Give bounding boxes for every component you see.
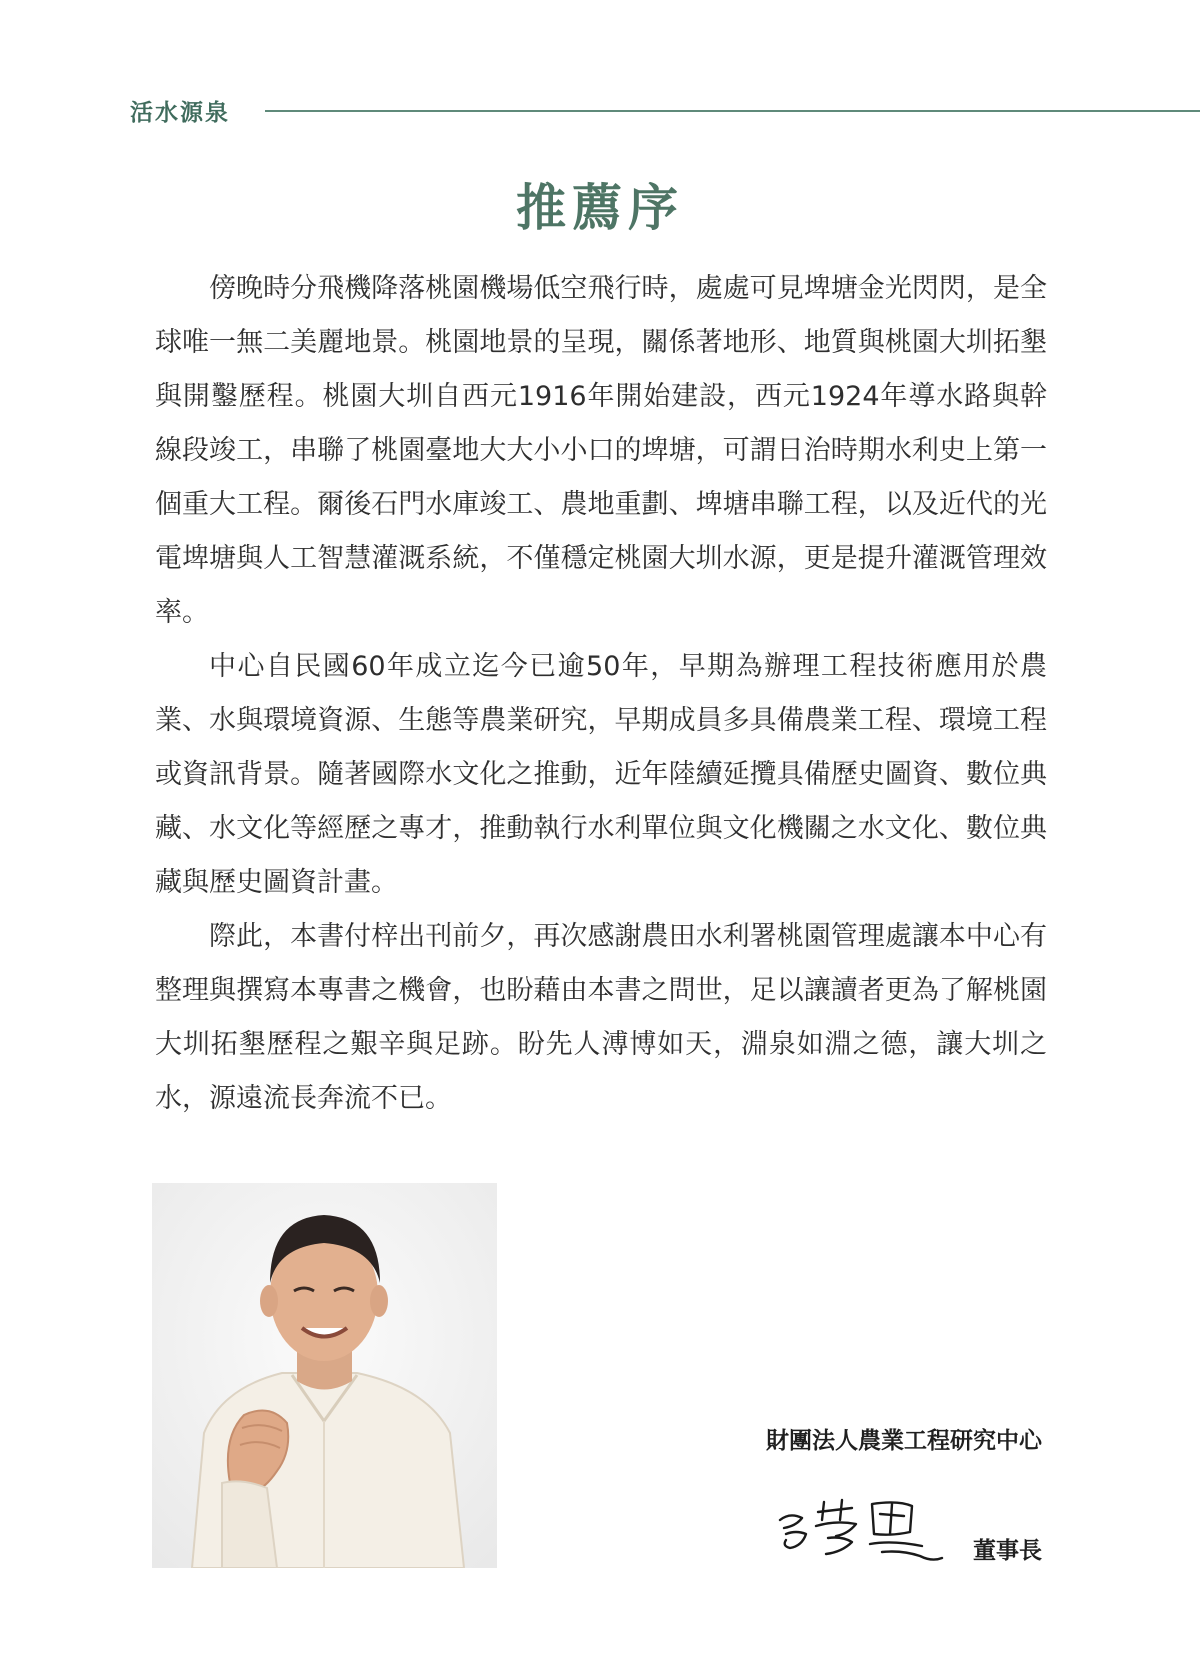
position-title: 董事長 <box>973 1538 1042 1564</box>
foreword-body <box>155 262 1047 1126</box>
header-rule <box>265 110 1200 112</box>
running-header <box>130 88 1200 128</box>
paragraph-2: 中心自民國60年成立迄今已逾50年，早期為辦理工程技術應用於農業、水與環境資源、生態等農業研究，早期成員多具備農業工程、環境工程或資訊背景。隨著國際水文化之推動，近年陸續延攬具備歷史圖資、數位典藏、水文化等經歷之專才，推動執行水利單位與文化機關之水文化、數位典藏與歷史圖資計畫。 <box>155 651 1047 898</box>
handwritten-signature <box>772 1490 950 1570</box>
paragraph-3: 際此，本書付梓出刊前夕，再次感謝農田水利署桃園管理處讓本中心有整理與撰寫本專書之機會，也盼藉由本書之問世，足以讓讀者更為了解桃園大圳拓墾歷程之艱辛與足跡。盼先人溥博如天，淵泉如淵之德，讓大圳之水，源遠流長奔流不已。 <box>155 921 1047 1114</box>
header-title: 活水源泉 <box>130 99 230 126</box>
chairman-portrait <box>152 1183 497 1568</box>
paragraph-1: 傍晚時分飛機降落桃園機場低空飛行時，處處可見埤塘金光閃閃，是全球唯一無二美麗地景。桃園地景的呈現，關係著地形、地質與桃園大圳拓墾與開鑿歷程。桃園大圳自西元1916年開始建設，西元1924年導水路與幹線段竣工，串聯了桃園臺地大大小小口的埤塘，可謂日治時期水利史上第一個重大工程。爾後石門水庫竣工、農地重劃、埤塘串聯工程，以及近代的光電埤塘與人工智慧灌溉系統，不僅穩定桃園大圳水源，更是提升灌溉管理效率。 <box>155 273 1047 628</box>
organization-name: 財團法人農業工程研究中心 <box>766 1428 1042 1454</box>
page-title: 推薦序 <box>516 178 684 237</box>
